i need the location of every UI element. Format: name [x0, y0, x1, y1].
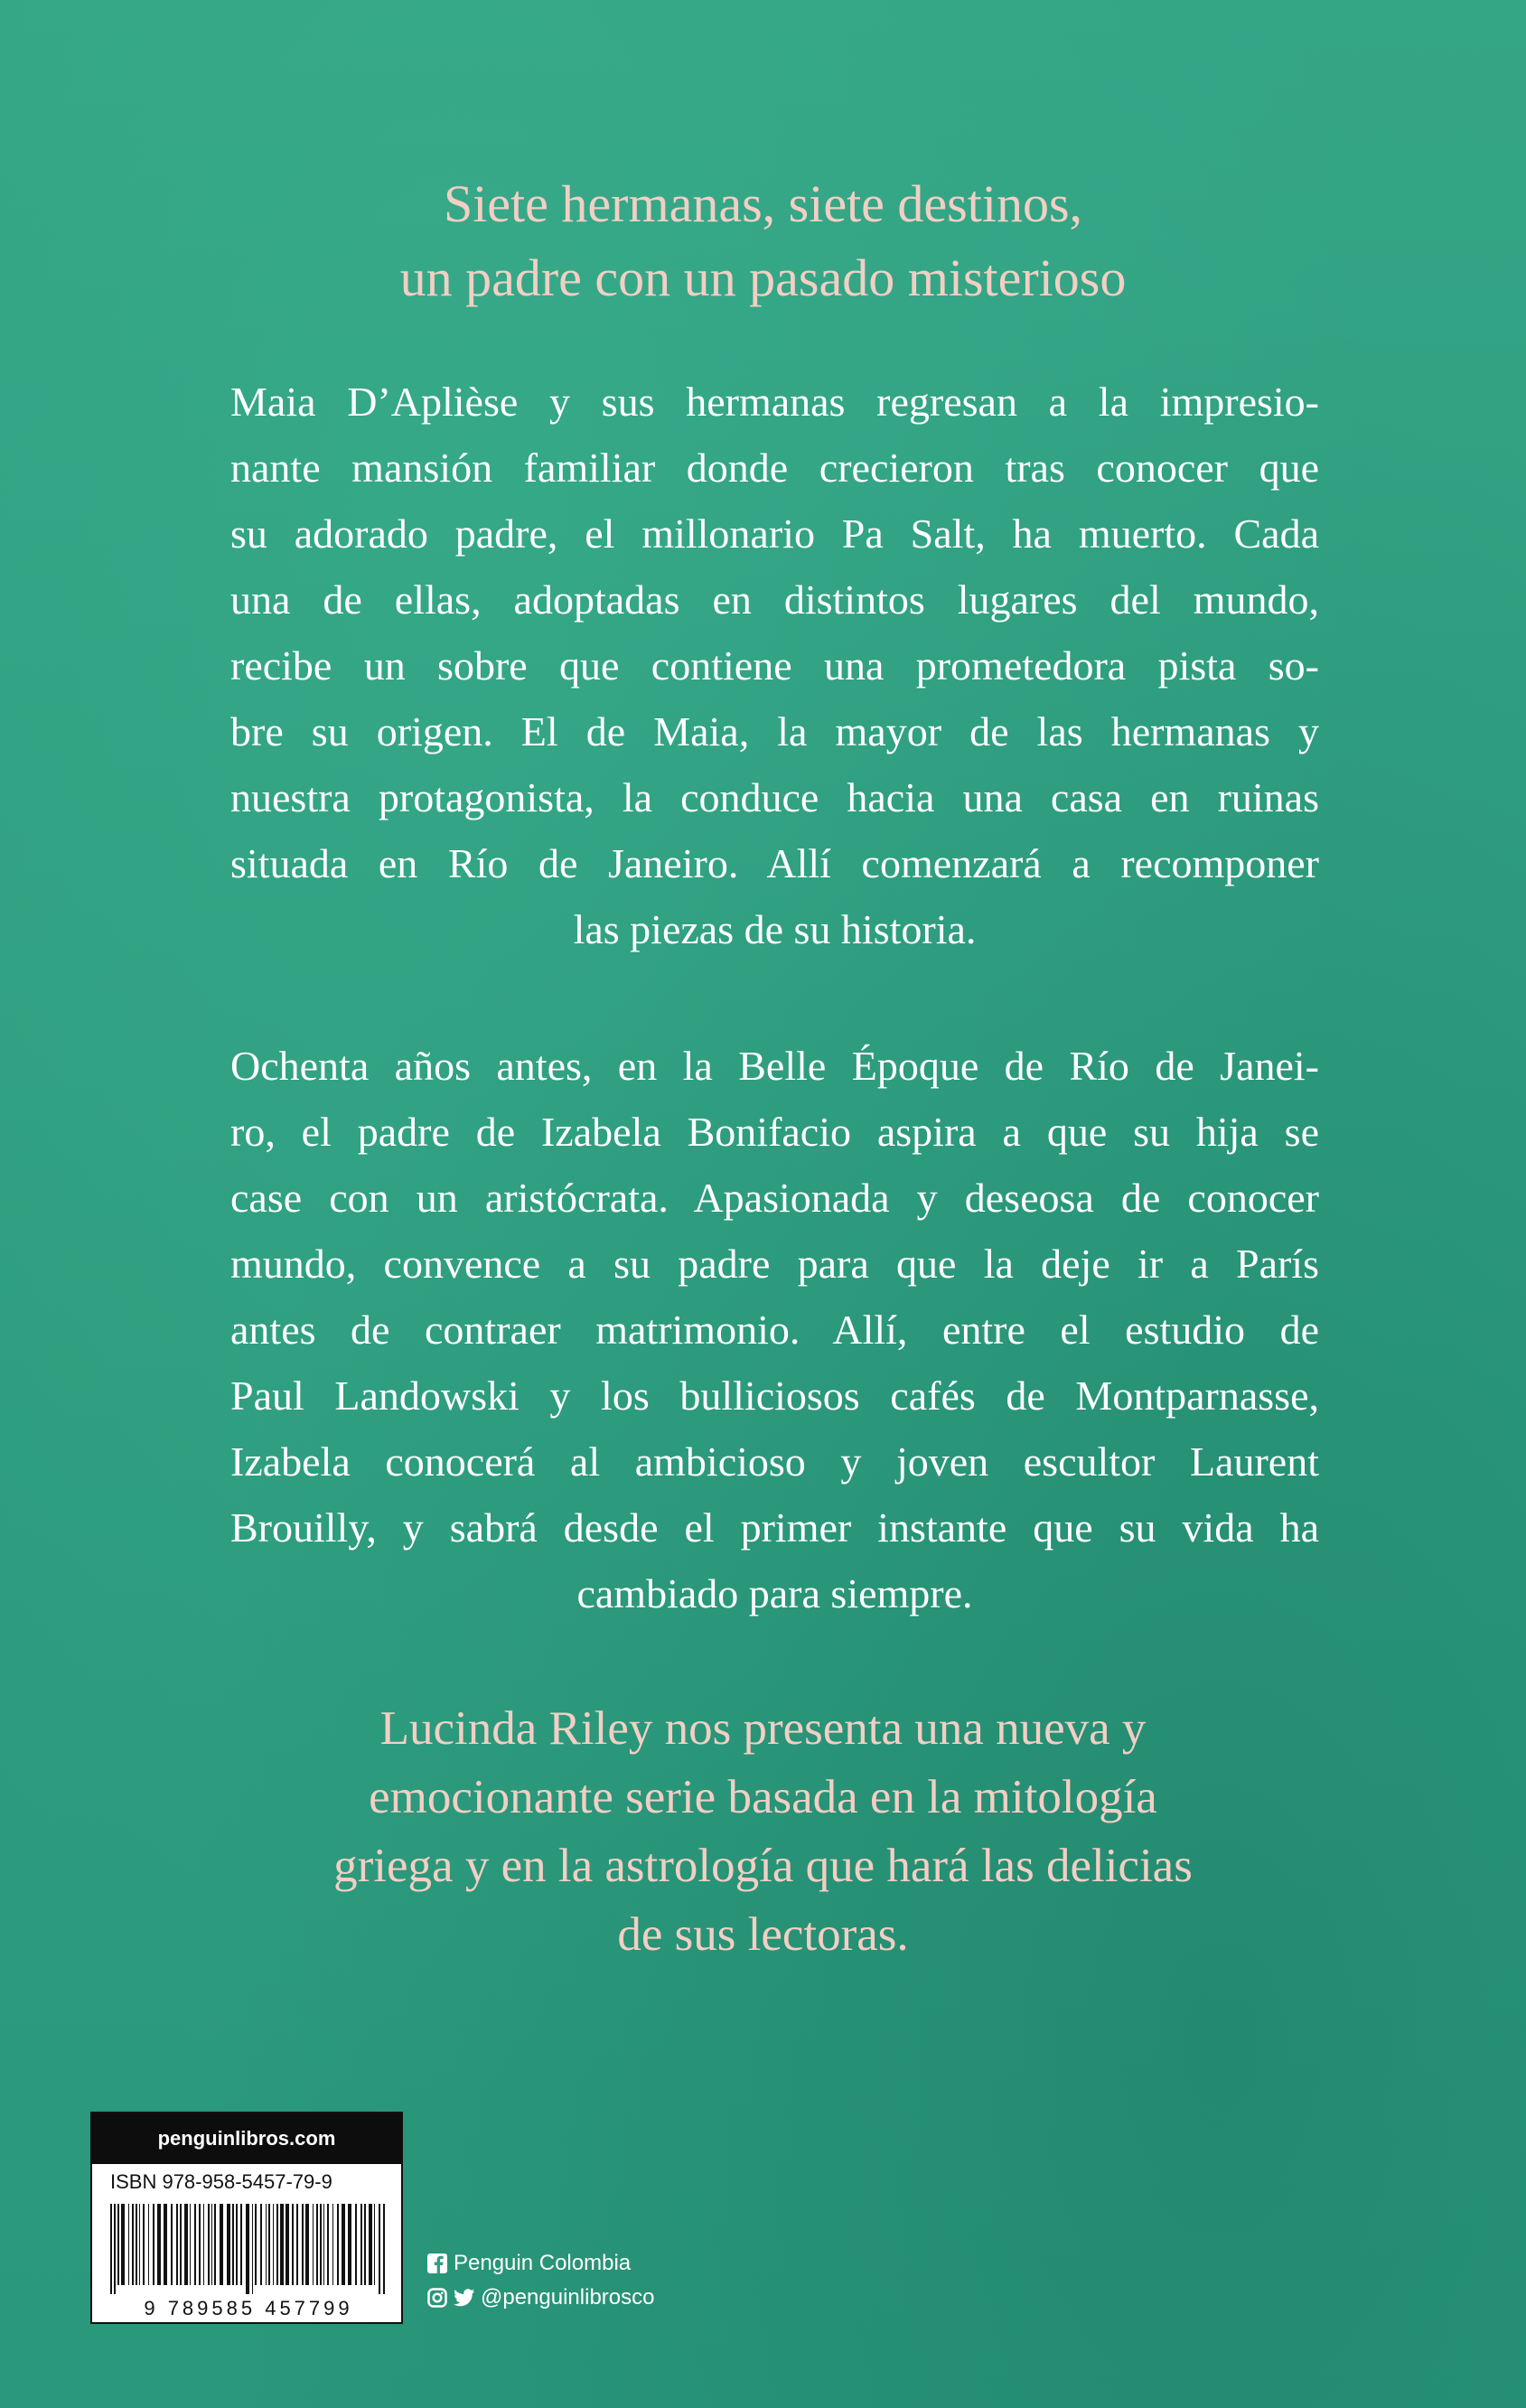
- barcode-block: [90, 2112, 403, 2324]
- barcode-bar: [211, 2204, 212, 2285]
- text-line: mundo, convence a su padre para que la deje ir a París: [230, 1241, 1319, 1287]
- barcode-bar: [369, 2204, 372, 2285]
- twitter-icon: [454, 2287, 475, 2309]
- barcode-bar: [252, 2204, 253, 2294]
- text-line: nante mansión familiar donde crecieron tras conocer que: [230, 445, 1319, 491]
- barcode-bar: [360, 2204, 362, 2285]
- instagram-twitter-row: [426, 2281, 654, 2315]
- text-line: Izabela conocerá al ambicioso y joven escultor Laurent: [230, 1438, 1319, 1485]
- closing-line-3: griega y en la astrología que hará las delicias: [333, 1840, 1193, 1892]
- publisher-website: penguinlibros.com: [92, 2113, 401, 2164]
- barcode-bar: [313, 2204, 314, 2285]
- text-line: una de ellas, adoptadas en distintos lugares del mundo,: [230, 576, 1319, 623]
- barcode-bar: [214, 2204, 216, 2285]
- barcode-bar: [184, 2204, 188, 2285]
- barcode-bar: [383, 2204, 385, 2294]
- barcode-bar: [273, 2204, 274, 2285]
- barcode-bar: [305, 2204, 309, 2285]
- barcode-bar: [379, 2204, 380, 2294]
- tagline-line-1: Siete hermanas, siete destinos,: [443, 174, 1083, 233]
- text-line: ro, el padre de Izabela Bonifacio aspira a que su hija se: [230, 1109, 1319, 1155]
- barcode-bar: [194, 2204, 196, 2285]
- barcode-bar: [255, 2204, 257, 2285]
- closing-blurb: [0, 1694, 1526, 1969]
- instagram-icon: [426, 2287, 448, 2309]
- barcode-bar: [139, 2204, 140, 2285]
- synopsis-paragraph-1: [230, 369, 1319, 962]
- text-line: su adorado padre, el millonario Pa Salt, ha muerto. Cada: [230, 511, 1319, 557]
- barcode-bar: [286, 2204, 289, 2285]
- facebook-row: [426, 2246, 654, 2281]
- text-line: Ochenta años antes, en la Belle Époque de Río de Janei-: [230, 1043, 1319, 1089]
- barcode-bar: [374, 2204, 375, 2285]
- barcode-bar: [208, 2204, 210, 2285]
- barcode-bar: [332, 2204, 333, 2285]
- barcode-bar: [199, 2204, 201, 2285]
- barcode-bar: [266, 2204, 267, 2285]
- isbn-label: ISBN 978-958-5457-79-9: [110, 2170, 332, 2193]
- barcode-bar: [327, 2204, 329, 2285]
- barcode-bar: [220, 2204, 223, 2285]
- barcode-bar: [171, 2204, 173, 2285]
- barcode-bar: [276, 2204, 278, 2285]
- synopsis-paragraph-2: [230, 1033, 1319, 1626]
- barcode-bar: [246, 2204, 249, 2294]
- barcode-bar: [302, 2204, 304, 2285]
- closing-line-2: emocionante serie basada en la mitología: [369, 1771, 1157, 1823]
- barcode-bar: [236, 2204, 238, 2285]
- text-line: antes de contraer matrimonio. Allí, entre el estudio de: [230, 1307, 1319, 1353]
- text-line: nuestra protagonista, la conduce hacia una casa en ruinas: [230, 774, 1319, 820]
- barcode-bar: [176, 2204, 178, 2285]
- barcode-bar: [148, 2204, 149, 2285]
- barcode-bar: [296, 2204, 298, 2285]
- barcode-bar: [180, 2204, 182, 2285]
- text-line: case con un aristócrata. Apasionada y deseosa de conocer: [230, 1175, 1319, 1221]
- barcode-bar: [153, 2204, 154, 2285]
- barcode-bar: [260, 2204, 262, 2285]
- facebook-name: Penguin Colombia: [454, 2251, 632, 2275]
- barcode-bar: [110, 2204, 112, 2294]
- barcode-bar: [164, 2204, 167, 2285]
- barcode-bar: [136, 2204, 137, 2285]
- barcode-bar: [114, 2204, 116, 2294]
- text-line: recibe un sobre que contiene una prometedora pista so-: [230, 642, 1319, 689]
- barcode-bar: [348, 2204, 351, 2285]
- tagline: [0, 167, 1526, 315]
- barcode-bar: [128, 2204, 129, 2285]
- barcode-bar: [355, 2204, 357, 2285]
- barcode-bars: [110, 2204, 386, 2294]
- text-line: situada en Río de Janeiro. Allí comenzará a recomponer: [230, 840, 1319, 886]
- barcode-bar: [121, 2204, 125, 2285]
- social-links: [426, 2246, 654, 2315]
- barcode-bar: [143, 2204, 145, 2285]
- barcode-bar: [342, 2204, 345, 2285]
- text-line: Paul Landowski y los bulliciosos cafés de Montparnasse,: [230, 1373, 1319, 1419]
- barcode-bar: [268, 2204, 270, 2285]
- barcode-bar: [364, 2204, 366, 2285]
- facebook-icon: [426, 2253, 448, 2274]
- tagline-line-2: un padre con un pasado misterioso: [399, 248, 1127, 307]
- closing-line-4: de sus lectoras.: [617, 1908, 909, 1961]
- barcode-bar: [227, 2204, 230, 2285]
- social-handle: @penguinlibrosco: [481, 2285, 655, 2310]
- barcode-bar: [203, 2204, 204, 2285]
- barcode-bar: [132, 2204, 134, 2285]
- barcode-bar: [117, 2204, 119, 2285]
- barcode-bar: [323, 2204, 324, 2285]
- closing-line-1: Lucinda Riley nos presenta una nueva y: [379, 1702, 1147, 1755]
- barcode-bar: [232, 2204, 234, 2285]
- barcode-digits: 9 789585 457799: [144, 2297, 353, 2319]
- text-line: bre su origen. El de Maia, la mayor de las hermanas y: [230, 708, 1319, 754]
- text-line: Maia D’Aplièse y sus hermanas regresan a la impresio-: [230, 379, 1319, 425]
- text-line: Brouilly, y sabrá desde el primer instante que su vida ha: [230, 1504, 1319, 1551]
- text-line: cambiado para siempre.: [576, 1570, 973, 1616]
- barcode-bar: [320, 2204, 322, 2285]
- barcode-bar: [157, 2204, 161, 2285]
- barcode-bar: [292, 2204, 294, 2285]
- barcode-bar: [337, 2204, 339, 2285]
- barcode-bar: [190, 2204, 191, 2285]
- barcode-bar: [316, 2204, 318, 2285]
- barcode-bar: [280, 2204, 284, 2285]
- barcode-bar: [240, 2204, 242, 2285]
- text-line: las piezas de su historia.: [573, 906, 977, 952]
